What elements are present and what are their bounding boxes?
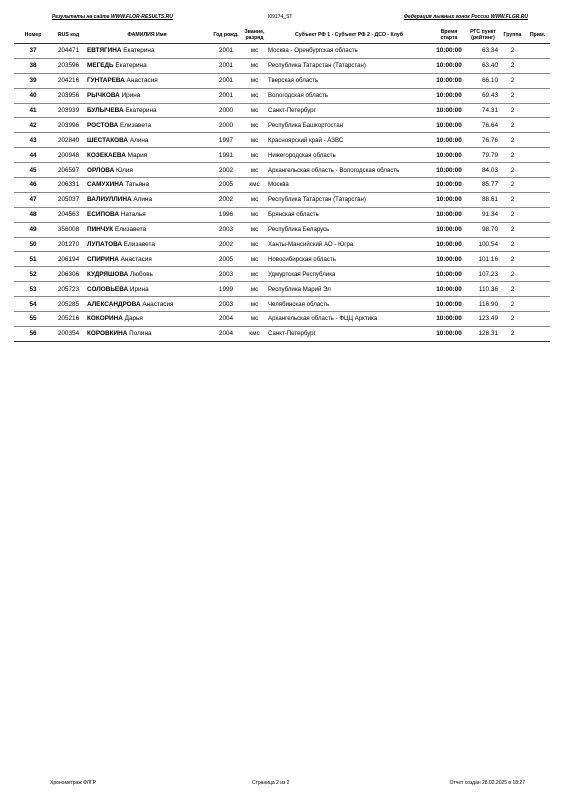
table-row (14, 252, 550, 267)
note (525, 178, 550, 193)
sport-rank: мс (243, 237, 266, 252)
sport-rank: мс (243, 73, 266, 88)
table-row (14, 58, 550, 73)
table-row (14, 44, 550, 59)
birth-year: 2002 (209, 237, 243, 252)
col-header-points: РГС пункт (рейтинг) (466, 27, 500, 44)
athlete-first-name: Дарья (124, 315, 143, 323)
athlete-first-name: Анастасия (126, 77, 158, 85)
group: 2 (500, 148, 525, 163)
athlete-surname: ВАЛИУЛЛИНА (87, 196, 132, 204)
bib-number: 45 (14, 163, 52, 178)
table-row (14, 297, 550, 312)
birth-year: 2003 (209, 297, 243, 312)
athlete-surname: ГУНТАРЕВА (87, 77, 125, 85)
table-row (14, 163, 550, 178)
start-time: 10:00:00 (432, 297, 466, 312)
sport-rank: мс (243, 58, 266, 73)
note (525, 252, 550, 267)
athlete-first-name: Наталья (120, 211, 146, 219)
note (525, 73, 550, 88)
bib-number: 40 (14, 88, 52, 103)
birth-year: 2005 (209, 178, 243, 193)
birth-year: 2002 (209, 192, 243, 207)
athlete-surname: КОКОРИНА (87, 315, 123, 323)
col-header-club: Субъект РФ 1 - Субъект РФ 2 - ДСО - Клуб (266, 27, 432, 44)
athlete-surname: СОЛОВЬЕВА (87, 285, 129, 293)
athlete-first-name: Алина (133, 196, 153, 204)
table-row (14, 222, 550, 237)
rgs-points: 66.10 (466, 73, 500, 88)
athlete-name (85, 192, 209, 207)
athlete-surname: СПИРИНА (87, 255, 119, 263)
athlete-first-name: Татьяна (125, 181, 150, 189)
page-header (0, 0, 566, 22)
rus-code: 203596 (52, 58, 85, 73)
table-row (14, 237, 550, 252)
sport-rank: мс (243, 207, 266, 222)
athlete-surname: БУЛЫЧЕВА (87, 107, 124, 114)
sport-rank: мс (243, 222, 266, 237)
group: 2 (500, 222, 525, 237)
group: 2 (500, 163, 525, 178)
athlete-name (85, 312, 209, 327)
birth-year: 2005 (209, 252, 243, 267)
rus-code: 206306 (52, 267, 85, 282)
group: 2 (500, 326, 525, 341)
bib-number: 50 (14, 237, 52, 252)
note (525, 267, 550, 282)
federation-site-link[interactable]: Федерация лыжных гонок России WWW.FLGR.RU (404, 14, 528, 20)
athlete-surname: САМУХИНА (87, 181, 124, 189)
birth-year: 1996 (209, 207, 243, 222)
start-time: 10:00:00 (432, 133, 466, 148)
athlete-name (85, 163, 209, 178)
note (525, 282, 550, 297)
rus-code: 200948 (52, 148, 85, 163)
start-time: 10:00:00 (432, 326, 466, 341)
rus-code: 203956 (52, 88, 85, 103)
athlete-surname: ЕВТЯГИНА (87, 47, 122, 55)
rgs-points: 101.16 (466, 252, 500, 267)
group: 2 (500, 237, 525, 252)
birth-year: 2001 (209, 73, 243, 88)
rus-code: 205285 (52, 297, 85, 312)
table-row (14, 326, 550, 341)
region-club: Брянская область (266, 207, 432, 222)
start-time: 10:00:00 (432, 44, 466, 59)
athlete-first-name: Ирина (129, 285, 149, 293)
bib-number: 41 (14, 103, 52, 118)
col-header-group: Группа (500, 27, 525, 44)
athlete-surname: ШЕСТАКОВА (87, 136, 129, 144)
sport-rank: мс (243, 88, 266, 103)
group: 2 (500, 58, 525, 73)
note (525, 163, 550, 178)
region-club: Москва - Оренбургская область (266, 44, 432, 59)
col-header-rus-code: RUS код (52, 27, 85, 44)
sport-rank: кмс (243, 178, 266, 193)
sport-rank: мс (243, 103, 266, 118)
group: 2 (500, 192, 525, 207)
start-time: 10:00:00 (432, 58, 466, 73)
note (525, 44, 550, 59)
group: 2 (500, 252, 525, 267)
start-time: 10:00:00 (432, 282, 466, 297)
results-site-link[interactable]: Результаты на сайте WWW.FLOR-RESULTS.RU (52, 14, 173, 20)
note (525, 118, 550, 133)
start-time: 10:00:00 (432, 118, 466, 133)
group: 2 (500, 118, 525, 133)
table-row (14, 207, 550, 222)
rgs-points: 69.43 (466, 88, 500, 103)
bib-number: 48 (14, 207, 52, 222)
table-row (14, 73, 550, 88)
rgs-points: 85.77 (466, 178, 500, 193)
region-club: Республика Татарстан (Татарстан) (266, 58, 432, 73)
sport-rank: мс (243, 133, 266, 148)
start-time: 10:00:00 (432, 192, 466, 207)
athlete-surname: ПИНЧУК (87, 226, 114, 234)
athlete-first-name: Полина (129, 330, 152, 338)
rgs-points: 76.64 (466, 118, 500, 133)
start-time: 10:00:00 (432, 267, 466, 282)
sport-rank: мс (243, 297, 266, 312)
athlete-surname: ОРЛОВА (87, 166, 115, 174)
note (525, 326, 550, 341)
note (525, 222, 550, 237)
athlete-first-name: Елизавета (120, 121, 152, 129)
athlete-name (85, 44, 209, 59)
athlete-first-name: Анастасия (120, 255, 152, 263)
region-club: Челябинская область (266, 297, 432, 312)
athlete-surname: ЕСИПОВА (87, 211, 119, 219)
region-club: Ханты-Мансийский АО - Югра (266, 237, 432, 252)
table-row (14, 88, 550, 103)
athlete-name (85, 73, 209, 88)
note (525, 237, 550, 252)
start-time: 10:00:00 (432, 88, 466, 103)
rgs-points: 107.23 (466, 267, 500, 282)
region-club: Архангельская область - ФЦЦ Арктика (266, 312, 432, 327)
rgs-points: 63.34 (466, 44, 500, 59)
athlete-name (85, 297, 209, 312)
table-row (14, 312, 550, 327)
start-time: 10:00:00 (432, 148, 466, 163)
bib-number: 55 (14, 312, 52, 327)
rus-code: 203939 (52, 103, 85, 118)
start-time: 10:00:00 (432, 163, 466, 178)
group: 2 (500, 133, 525, 148)
athlete-name (85, 148, 209, 163)
group: 2 (500, 103, 525, 118)
birth-year: 2000 (209, 103, 243, 118)
rgs-points: 63.40 (466, 58, 500, 73)
athlete-surname: РЫЧКОВА (87, 92, 120, 100)
rgs-points: 88.61 (466, 192, 500, 207)
rgs-points: 91.34 (466, 207, 500, 222)
bib-number: 39 (14, 73, 52, 88)
rus-code: 204216 (52, 73, 85, 88)
table-row (14, 282, 550, 297)
rus-code: 204471 (52, 44, 85, 59)
athlete-name (85, 267, 209, 282)
athlete-surname: КОЗЕКАЕВА (87, 151, 126, 159)
table-row (14, 118, 550, 133)
rus-code: 205216 (52, 312, 85, 327)
birth-year: 2000 (209, 118, 243, 133)
region-club: Москва (266, 178, 432, 193)
birth-year: 2003 (209, 267, 243, 282)
region-club: Нижегородская область (266, 148, 432, 163)
birth-year: 2001 (209, 88, 243, 103)
col-header-year: Год рожд. (209, 27, 243, 44)
start-time: 10:00:00 (432, 252, 466, 267)
bib-number: 54 (14, 297, 52, 312)
athlete-surname: КОРОВКИНА (87, 330, 128, 338)
note (525, 133, 550, 148)
region-club: Республика Беларусь (266, 222, 432, 237)
birth-year: 2004 (209, 312, 243, 327)
group: 2 (500, 207, 525, 222)
sport-rank: мс (243, 192, 266, 207)
table-row (14, 178, 550, 193)
rgs-points: 84.03 (466, 163, 500, 178)
note (525, 148, 550, 163)
group: 2 (500, 267, 525, 282)
note (525, 88, 550, 103)
sport-rank: мс (243, 118, 266, 133)
table-header-row (14, 27, 550, 44)
athlete-name (85, 207, 209, 222)
athlete-name (85, 58, 209, 73)
table-row (14, 133, 550, 148)
rus-code: 206331 (52, 178, 85, 193)
bib-number: 44 (14, 148, 52, 163)
table-row (14, 192, 550, 207)
athlete-surname: РОСТОВА (87, 121, 119, 129)
athlete-name (85, 118, 209, 133)
athlete-first-name: Любовь (130, 270, 153, 278)
start-time: 10:00:00 (432, 103, 466, 118)
bib-number: 51 (14, 252, 52, 267)
rgs-points: 116.90 (466, 297, 500, 312)
page-number: Страница 2 из 2 (252, 780, 290, 786)
rgs-points: 76.76 (466, 133, 500, 148)
birth-year: 1997 (209, 133, 243, 148)
athlete-first-name: Анастасия (142, 300, 174, 308)
report-timestamp: Отчет создан 28.02.2025 в 18:27 (449, 780, 525, 786)
rus-code: 203996 (52, 118, 85, 133)
note (525, 207, 550, 222)
sport-rank: мс (243, 252, 266, 267)
start-time: 10:00:00 (432, 178, 466, 193)
athlete-name (85, 88, 209, 103)
start-list-table (14, 27, 550, 342)
region-club: Тверская область (266, 73, 432, 88)
rus-code: 206597 (52, 163, 85, 178)
table-row (14, 148, 550, 163)
athlete-first-name: Елизавета (123, 241, 155, 249)
birth-year: 2003 (209, 222, 243, 237)
athlete-surname: АЛЕКСАНДРОВА (87, 300, 141, 308)
rus-code: 205037 (52, 192, 85, 207)
col-header-name: ФАМИЛИЯ Имя (85, 27, 209, 44)
region-club: Республика Башкортостан (266, 118, 432, 133)
group: 2 (500, 88, 525, 103)
note (525, 297, 550, 312)
note (525, 312, 550, 327)
note (525, 192, 550, 207)
rus-code: 206194 (52, 252, 85, 267)
athlete-name (85, 237, 209, 252)
region-club: Санкт-Петербург (266, 326, 432, 341)
rgs-points: 74.31 (466, 103, 500, 118)
athlete-first-name: Елизавета (114, 226, 147, 234)
document-code: I09174_ST (268, 14, 293, 20)
group: 2 (500, 44, 525, 59)
note (525, 103, 550, 118)
birth-year: 2002 (209, 163, 243, 178)
rgs-points: 128.31 (466, 326, 500, 341)
athlete-surname: МЕГЕДЬ (87, 62, 114, 70)
athlete-name (85, 252, 209, 267)
bib-number: 38 (14, 58, 52, 73)
athlete-first-name: Алина (129, 136, 149, 144)
group: 2 (500, 312, 525, 327)
region-club: Санкт-Петербург (266, 103, 432, 118)
athlete-name (85, 103, 209, 118)
athlete-name (85, 222, 209, 237)
athlete-first-name: Юлия (115, 166, 133, 174)
region-club: Новосибирская область (266, 252, 432, 267)
sport-rank: мс (243, 163, 266, 178)
rus-code: 205723 (52, 282, 85, 297)
athlete-surname: ЛУПАТОВА (87, 241, 122, 249)
rus-code: 202840 (52, 133, 85, 148)
rus-code: 204563 (52, 207, 85, 222)
col-header-note: Прим. (525, 27, 550, 44)
birth-year: 2001 (209, 58, 243, 73)
region-club: Республика Татарстан (Татарстан) (266, 192, 432, 207)
start-time: 10:00:00 (432, 312, 466, 327)
rgs-points: 100.54 (466, 237, 500, 252)
rus-code: 200354 (52, 326, 85, 341)
sport-rank: мс (243, 44, 266, 59)
region-club: Вологодская область (266, 88, 432, 103)
group: 2 (500, 282, 525, 297)
rus-code: 201270 (52, 237, 85, 252)
athlete-first-name: Екатерина (125, 107, 157, 114)
region-club: Архангельская область - Вологодская область (266, 163, 432, 178)
bib-number: 43 (14, 133, 52, 148)
rgs-points: 123.49 (466, 312, 500, 327)
table-row (14, 267, 550, 282)
start-time: 10:00:00 (432, 222, 466, 237)
sport-rank: кмс (243, 326, 266, 341)
region-club: Удмуртская Республика (266, 267, 432, 282)
bib-number: 52 (14, 267, 52, 282)
col-header-rank: Звание, разряд (243, 27, 266, 44)
birth-year: 1991 (209, 148, 243, 163)
table-row (14, 103, 550, 118)
rgs-points: 79.79 (466, 148, 500, 163)
birth-year: 2004 (209, 326, 243, 341)
bib-number: 56 (14, 326, 52, 341)
sport-rank: мс (243, 282, 266, 297)
col-header-num: Номер (14, 27, 52, 44)
bib-number: 46 (14, 178, 52, 193)
note (525, 58, 550, 73)
rus-code: 356008 (52, 222, 85, 237)
athlete-first-name: Екатерина (115, 62, 147, 70)
group: 2 (500, 178, 525, 193)
athlete-first-name: Екатерина (123, 47, 155, 55)
start-time: 10:00:00 (432, 73, 466, 88)
sport-rank: мс (243, 267, 266, 282)
bib-number: 49 (14, 222, 52, 237)
bib-number: 53 (14, 282, 52, 297)
col-header-start-time: Время старта (432, 27, 466, 44)
region-club: Красноярский край - АЗВС (266, 133, 432, 148)
rgs-points: 110.36 (466, 282, 500, 297)
bib-number: 37 (14, 44, 52, 59)
birth-year: 1999 (209, 282, 243, 297)
birth-year: 2001 (209, 44, 243, 59)
start-time: 10:00:00 (432, 207, 466, 222)
timing-credit: Хронометраж ФЛГР (50, 780, 97, 786)
sport-rank: мс (243, 312, 266, 327)
start-time: 10:00:00 (432, 237, 466, 252)
athlete-name (85, 133, 209, 148)
athlete-first-name: Ирина (121, 92, 141, 100)
sport-rank: мс (243, 148, 266, 163)
bib-number: 42 (14, 118, 52, 133)
group: 2 (500, 73, 525, 88)
rgs-points: 98.70 (466, 222, 500, 237)
athlete-name (85, 326, 209, 341)
athlete-name (85, 282, 209, 297)
region-club: Республика Марий Эл (266, 282, 432, 297)
bib-number: 47 (14, 192, 52, 207)
athlete-first-name: Мария (127, 151, 148, 159)
athlete-surname: КУДРЯШОВА (87, 270, 129, 278)
group: 2 (500, 297, 525, 312)
athlete-name (85, 178, 209, 193)
